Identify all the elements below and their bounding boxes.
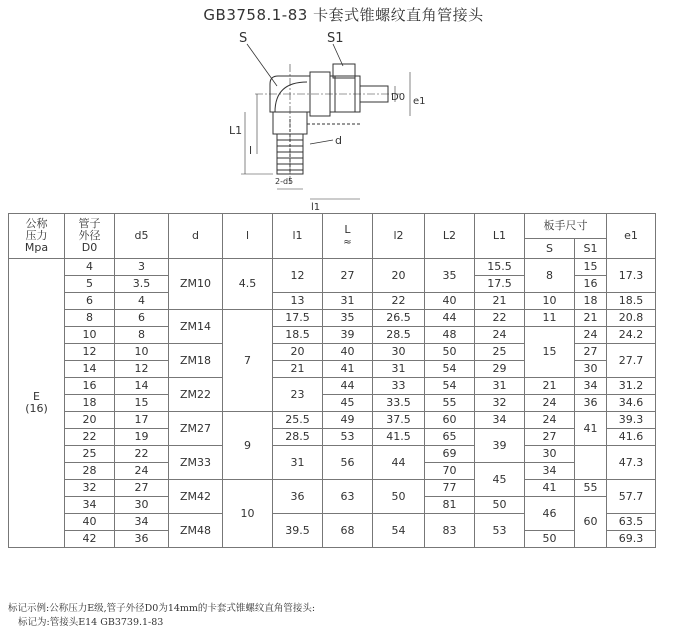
cell-d: ZM33 <box>169 446 223 480</box>
cell-s1: 27 <box>575 344 607 361</box>
cell-l2: 33.5 <box>373 395 425 412</box>
cell-L: 56 <box>323 446 373 480</box>
table-row <box>9 412 656 429</box>
cell-L2: 44 <box>425 310 475 327</box>
table-row <box>9 259 656 276</box>
cell-l2: 30 <box>373 344 425 361</box>
cell-s1: 16 <box>575 276 607 293</box>
cell-L1: 21 <box>475 293 525 310</box>
cell-d: ZM27 <box>169 412 223 446</box>
cell-L1: 32 <box>475 395 525 412</box>
cell-d0: 22 <box>65 429 115 446</box>
cell-l1: 21 <box>273 361 323 378</box>
cell-s1: 21 <box>575 310 607 327</box>
cell-d0: 14 <box>65 361 115 378</box>
cell-L: 45 <box>323 395 373 412</box>
header-l2: l2 <box>373 214 425 259</box>
cell-L: 53 <box>323 429 373 446</box>
cell-e1: 41.6 <box>607 429 656 446</box>
label-s1: S1 <box>327 31 344 46</box>
marking-example <box>8 602 315 630</box>
cell-d5: 3.5 <box>115 276 169 293</box>
header-pressure: 公称 压力 Mpa <box>9 214 65 259</box>
cell-s1 <box>575 446 607 480</box>
cell-d0: 34 <box>65 497 115 514</box>
cell-s1: 41 <box>575 412 607 446</box>
cell-d0: 12 <box>65 344 115 361</box>
cell-d0: 16 <box>65 378 115 395</box>
cell-L1: 29 <box>475 361 525 378</box>
cell-L2: 54 <box>425 361 475 378</box>
table-row <box>9 395 656 412</box>
cell-d5: 3 <box>115 259 169 276</box>
cell-L: 63 <box>323 480 373 514</box>
cell-L2: 50 <box>425 344 475 361</box>
cell-L2: 40 <box>425 293 475 310</box>
cell-L2: 65 <box>425 429 475 446</box>
cell-l2: 37.5 <box>373 412 425 429</box>
cell-e1: 31.2 <box>607 378 656 395</box>
header-s1: S1 <box>575 239 607 259</box>
cell-L: 31 <box>323 293 373 310</box>
header-l1-cap: L1 <box>475 214 525 259</box>
cell-l2: 26.5 <box>373 310 425 327</box>
cell-e1: 69.3 <box>607 531 656 548</box>
cell-l2: 31 <box>373 361 425 378</box>
header-l-cap-approx: ≈ <box>343 236 352 248</box>
cell-s: 30 <box>525 446 575 463</box>
cell-d0: 25 <box>65 446 115 463</box>
page-title: GB3758.1-83 卡套式锥螺纹直角管接头 <box>203 6 484 24</box>
cell-d5: 30 <box>115 497 169 514</box>
cell-l: 10 <box>223 480 273 548</box>
cell-d0: 8 <box>65 310 115 327</box>
cell-s: 11 <box>525 310 575 327</box>
cell-s: 10 <box>525 293 575 310</box>
cell-l1: 28.5 <box>273 429 323 446</box>
label-l: l <box>249 144 253 157</box>
label-l1: l1 <box>311 202 321 213</box>
table-row <box>9 310 656 327</box>
cell-L: 39 <box>323 327 373 344</box>
cell-L2: 83 <box>425 514 475 548</box>
cell-L1: 31 <box>475 378 525 395</box>
cell-l1: 25.5 <box>273 412 323 429</box>
label-chamfer: 2-d5 <box>275 177 294 186</box>
cell-d0: 18 <box>65 395 115 412</box>
cell-l2: 44 <box>373 446 425 480</box>
cell-l2: 50 <box>373 480 425 514</box>
table-row <box>9 293 656 310</box>
cell-l1: 13 <box>273 293 323 310</box>
table-row <box>9 446 656 463</box>
cell-L1: 24 <box>475 327 525 344</box>
cell-d: ZM48 <box>169 514 223 548</box>
cell-d5: 19 <box>115 429 169 446</box>
cell-d0: 40 <box>65 514 115 531</box>
cell-L2: 70 <box>425 463 475 480</box>
header-wrench: 板手尺寸 <box>525 214 607 239</box>
cell-L: 44 <box>323 378 373 395</box>
cell-L2: 69 <box>425 446 475 463</box>
cell-d0: 20 <box>65 412 115 429</box>
cell-e1: 34.6 <box>607 395 656 412</box>
header-l2-cap: L2 <box>425 214 475 259</box>
cell-e1: 57.7 <box>607 480 656 514</box>
table-row <box>9 480 656 497</box>
header-e1: e1 <box>607 214 656 259</box>
cell-e1: 18.5 <box>607 293 656 310</box>
cell-e1: 63.5 <box>607 514 656 531</box>
cell-L1: 25 <box>475 344 525 361</box>
cell-s: 15 <box>525 327 575 378</box>
cell-d5: 6 <box>115 310 169 327</box>
cell-d5: 34 <box>115 514 169 531</box>
cell-d: ZM18 <box>169 344 223 378</box>
cell-L: 35 <box>323 310 373 327</box>
cell-L1: 50 <box>475 497 525 514</box>
cell-l1: 31 <box>273 446 323 480</box>
cell-s1: 36 <box>575 395 607 412</box>
cell-d5: 22 <box>115 446 169 463</box>
cell-L2: 55 <box>425 395 475 412</box>
label-e1: e1 <box>413 96 426 107</box>
cell-d0: 32 <box>65 480 115 497</box>
cell-L2: 77 <box>425 480 475 497</box>
cell-L2: 54 <box>425 378 475 395</box>
marking-example-line2: 标记为:管接头E14 GB3739.1-83 <box>18 617 164 628</box>
cell-d5: 24 <box>115 463 169 480</box>
cell-e1: 39.3 <box>607 412 656 429</box>
table-row <box>9 429 656 446</box>
cell-l1: 18.5 <box>273 327 323 344</box>
header-d5: d5 <box>115 214 169 259</box>
pressure-cell: E (16) <box>9 259 65 548</box>
cell-d0: 42 <box>65 531 115 548</box>
table-row <box>9 378 656 395</box>
table-row <box>9 327 656 344</box>
header-l-cap-text: L <box>344 222 351 236</box>
cell-l1: 17.5 <box>273 310 323 327</box>
cell-L: 41 <box>323 361 373 378</box>
cell-L1: 22 <box>475 310 525 327</box>
cell-d: ZM22 <box>169 378 223 412</box>
cell-s: 46 <box>525 497 575 531</box>
cell-l1: 39.5 <box>273 514 323 548</box>
cell-d5: 15 <box>115 395 169 412</box>
cell-L: 68 <box>323 514 373 548</box>
cell-l2: 41.5 <box>373 429 425 446</box>
label-d: d <box>335 134 342 147</box>
cell-l2: 54 <box>373 514 425 548</box>
cell-l: 7 <box>223 310 273 412</box>
cell-s: 8 <box>525 259 575 293</box>
marking-example-line1: 标记示例:公称压力E级,管子外径D0为14mm的卡套式锥螺纹直角管接头: <box>8 603 316 614</box>
cell-l1: 23 <box>273 378 323 412</box>
cell-s1: 55 <box>575 480 607 497</box>
cell-d0: 6 <box>65 293 115 310</box>
cell-d0: 5 <box>65 276 115 293</box>
cell-l2: 28.5 <box>373 327 425 344</box>
cell-l1: 12 <box>273 259 323 293</box>
cell-d0: 10 <box>65 327 115 344</box>
cell-L1: 53 <box>475 514 525 548</box>
cell-d5: 4 <box>115 293 169 310</box>
cell-e1: 47.3 <box>607 446 656 480</box>
cell-L1: 15.5 <box>475 259 525 276</box>
label-d0: D0 <box>391 92 406 103</box>
cell-l: 4.5 <box>223 259 273 310</box>
cell-L1: 34 <box>475 412 525 429</box>
cell-s: 41 <box>525 480 575 497</box>
cell-l2: 33 <box>373 378 425 395</box>
cell-d5: 12 <box>115 361 169 378</box>
label-s: S <box>239 31 248 46</box>
fitting-drawing <box>215 24 455 214</box>
cell-L1: 45 <box>475 463 525 497</box>
cell-s: 50 <box>525 531 575 548</box>
cell-s: 34 <box>525 463 575 480</box>
cell-l1: 20 <box>273 344 323 361</box>
cell-s: 24 <box>525 395 575 412</box>
cell-L2: 60 <box>425 412 475 429</box>
cell-L2: 48 <box>425 327 475 344</box>
cell-d5: 27 <box>115 480 169 497</box>
cell-s1: 34 <box>575 378 607 395</box>
cell-d5: 17 <box>115 412 169 429</box>
cell-L1: 17.5 <box>475 276 525 293</box>
cell-l: 9 <box>223 412 273 480</box>
cell-d: ZM10 <box>169 259 223 310</box>
header-tube-od: 管子 外径 D0 <box>65 214 115 259</box>
cell-d: ZM14 <box>169 310 223 344</box>
cell-L: 40 <box>323 344 373 361</box>
cell-s1: 24 <box>575 327 607 344</box>
cell-e1: 17.3 <box>607 259 656 293</box>
cell-s1: 60 <box>575 497 607 548</box>
cell-e1: 24.2 <box>607 327 656 344</box>
cell-s: 27 <box>525 429 575 446</box>
header-l1: l1 <box>273 214 323 259</box>
cell-e1: 27.7 <box>607 344 656 378</box>
header-l-cap <box>323 214 373 259</box>
cell-l2: 20 <box>373 259 425 293</box>
cell-L2: 81 <box>425 497 475 514</box>
cell-e1: 20.8 <box>607 310 656 327</box>
cell-L: 27 <box>323 259 373 293</box>
cell-s: 21 <box>525 378 575 395</box>
header-d: d <box>169 214 223 259</box>
cell-s1: 15 <box>575 259 607 276</box>
cell-s: 24 <box>525 412 575 429</box>
header-s: S <box>525 239 575 259</box>
label-l1-cap: L1 <box>229 124 243 137</box>
cell-s1: 30 <box>575 361 607 378</box>
elbow-curve <box>275 82 307 112</box>
cell-d5: 36 <box>115 531 169 548</box>
cell-d5: 8 <box>115 327 169 344</box>
cell-d: ZM42 <box>169 480 223 514</box>
cell-d5: 10 <box>115 344 169 361</box>
cell-L1: 39 <box>475 429 525 463</box>
cell-d0: 4 <box>65 259 115 276</box>
cell-l2: 22 <box>373 293 425 310</box>
cell-L2: 35 <box>425 259 475 293</box>
spec-table <box>8 213 656 548</box>
cell-d0: 28 <box>65 463 115 480</box>
cell-l1: 36 <box>273 480 323 514</box>
cell-d5: 14 <box>115 378 169 395</box>
cell-s1: 18 <box>575 293 607 310</box>
header-l: l <box>223 214 273 259</box>
cell-L: 49 <box>323 412 373 429</box>
